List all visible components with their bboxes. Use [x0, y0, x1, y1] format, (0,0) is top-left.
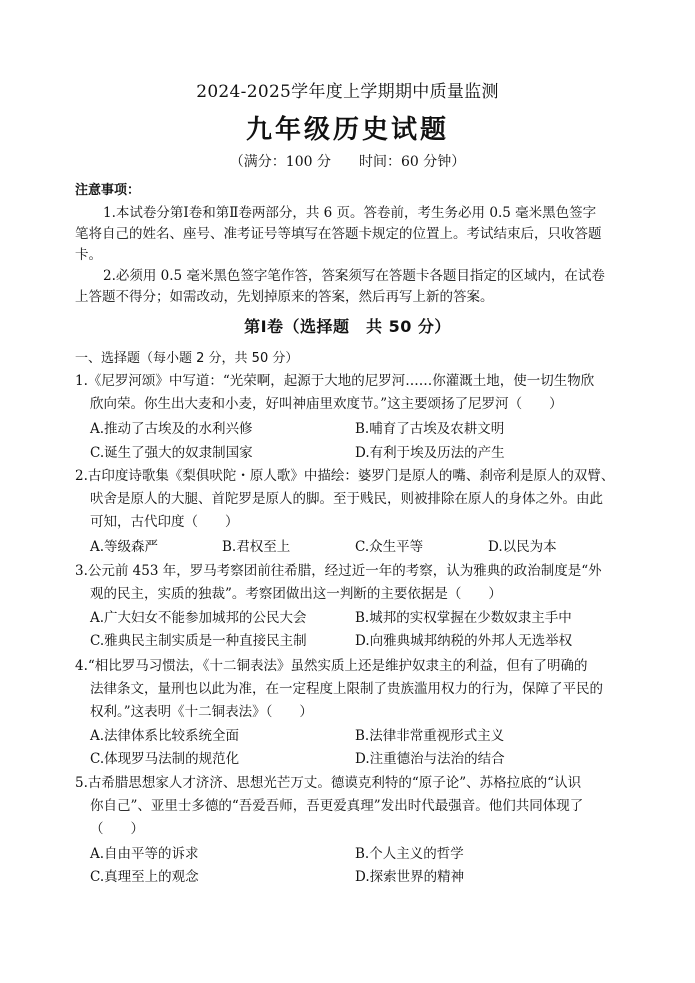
option-b: B.法律非常重视形式主义 [355, 728, 505, 744]
option-a: A.广大妇女不能参加城邦的公民大会 [90, 610, 307, 626]
option-d: D.探索世界的精神 [355, 869, 465, 885]
notice-line: 上答题不得分；如需改动，先划掉原来的答案，然后再写上新的答案。 [75, 289, 494, 305]
notice-line: 卡。 [75, 247, 102, 263]
option-d: D.以民为本 [488, 539, 557, 555]
question-stem: 5.古希腊思想家人才济济、思想光芒万丈。德谟克利特的“原子论”、苏格拉底的“认识 [75, 775, 582, 791]
option-d: D.注重德治与法治的结合 [355, 751, 505, 767]
option-a: A.自由平等的诉求 [90, 846, 199, 862]
question-stem: 4.“相比罗马习惯法，《十二铜表法》虽然实质上还是维护奴隶主的利益，但有了明确的 [75, 658, 588, 674]
option-d: D.有利于埃及历法的产生 [355, 445, 505, 461]
question-stem: 3.公元前 453 年，罗马考察团前往希腊，经过近一年的考察，认为雅典的政治制度是“外 [75, 563, 602, 579]
question-stem: （ ） [90, 821, 144, 837]
subject-title: 九年级历史试题 [245, 115, 449, 145]
notice-line: 2.必须用 0.5 毫米黑色签字笔作答，答案须写在答题卡各题目指定的区域内，在试卷 [103, 268, 605, 284]
exam-title: 2024-2025学年度上学期期中质量监测 [196, 82, 499, 102]
option-b: B.哺育了古埃及农耕文明 [355, 421, 505, 437]
question-stem: 1.《尼罗河颂》中写道：“光荣啊，起源于大地的尼罗河……你灌溉土地，使一切生物欣 [75, 373, 595, 389]
option-b: B.君权至上 [222, 539, 291, 555]
notice-heading: 注意事项： [75, 183, 141, 198]
question-stem: 法律条文，量刑也以此为准，在一定程度上限制了贵族滥用权力的行为，保障了平民的 [90, 681, 603, 697]
option-c: C.体现罗马法制的规范化 [90, 751, 240, 767]
option-c: C.真理至上的观念 [90, 869, 199, 885]
section-title: 第Ⅰ卷（选择题 共 50 分） [244, 317, 451, 336]
option-b: B.个人主义的哲学 [355, 846, 464, 862]
option-a: A.等级森严 [90, 539, 159, 555]
option-c: C.众生平等 [355, 539, 424, 555]
question-stem: 可知，古代印度（ ） [90, 514, 239, 530]
question-stem: 2.古印度诗歌集《梨俱吠陀・原人歌》中描绘：婆罗门是原人的嘴、刹帝利是原人的双臂、 [75, 468, 615, 484]
option-c: C.雅典民主制实质是一种直接民主制 [90, 633, 307, 649]
part-title: 一、选择题（每小题 2 分，共 50 分） [75, 351, 299, 366]
question-stem: 欣向荣。你生出大麦和小麦，好叫神庙里欢度节。”这主要颂扬了尼罗河（ ） [90, 396, 563, 412]
option-d: D.向雅典城邦纳税的外邦人无选举权 [355, 633, 573, 649]
option-c: C.诞生了强大的奴隶制国家 [90, 445, 253, 461]
option-a: A.推动了古埃及的水利兴修 [90, 421, 253, 437]
exam-meta: （满分：100 分 时间：60 分钟） [229, 154, 466, 170]
question-stem: 权利。”这表明《十二铜表法》（ ） [90, 704, 313, 720]
question-stem: 吠舍是原人的大腿、首陀罗是原人的脚。至于贱民，则被排除在原人的身体之外。由此 [90, 491, 603, 507]
notice-line: 笔将自己的姓名、座号、准考证号等填写在答题卡规定的位置上。考试结束后，只收答题 [75, 226, 602, 242]
question-stem: 观的民主，实质的独裁”。考察团做出这一判断的主要依据是（ ） [90, 586, 502, 602]
option-a: A.法律体系比较系统全面 [90, 728, 240, 744]
option-b: B.城邦的实权掌握在少数奴隶主手中 [355, 610, 572, 626]
notice-line: 1.本试卷分第Ⅰ卷和第Ⅱ卷两部分，共 6 页。答卷前，考生务必用 0.5 毫米黑色签字 [103, 205, 597, 221]
question-stem: 你自己”、亚里士多德的“吾爱吾师，吾更爱真理”发出时代最强音。他们共同体现了 [90, 798, 584, 814]
